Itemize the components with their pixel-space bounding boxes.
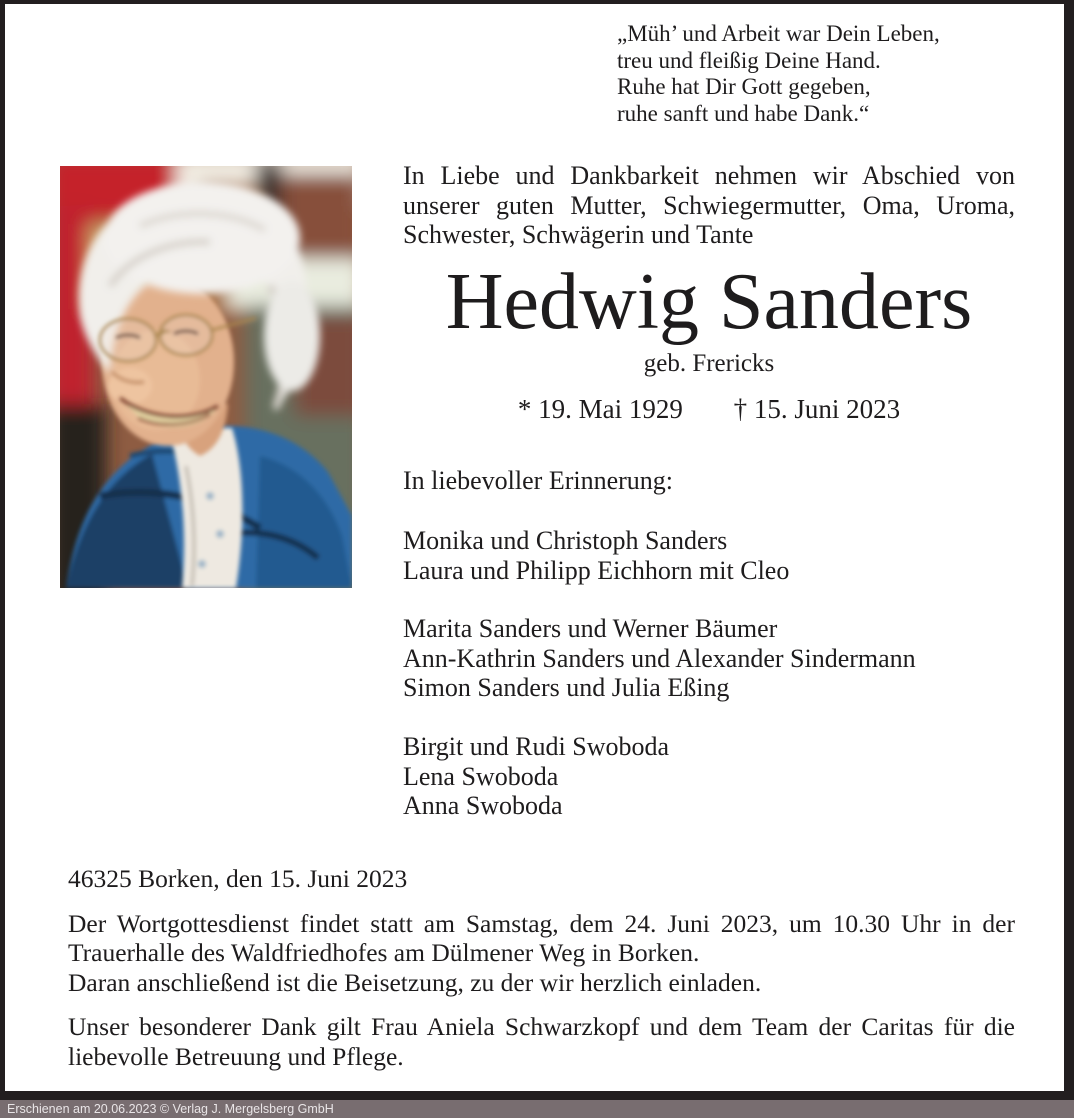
- place-date: 46325 Borken, den 15. Juni 2023: [68, 864, 408, 893]
- verse-line-2: treu und fleißig Deine Hand.: [617, 47, 881, 73]
- verse-line-1: „Müh’ und Arbeit war Dein Leben,: [617, 21, 940, 46]
- footer-bar: [0, 1100, 1074, 1118]
- mourner-group-3: [403, 732, 1015, 821]
- service-info: Der Wortgottesdienst findet statt am Samstag, dem 24. Juni 2023, um 10.30 Uhr in der Trauerhalle des Waldfriedhofes am Dülmener Weg in Borken.: [68, 908, 1015, 968]
- funeral-details: [68, 864, 1015, 1072]
- death-date: † 15. Juni 2023: [733, 394, 901, 424]
- mourner-line: Birgit und Rudi Swoboda: [403, 731, 670, 761]
- mourner-line: Simon Sanders und Julia Eßing: [403, 673, 730, 703]
- life-dates: [403, 394, 1015, 424]
- burial-info: Daran anschließend ist die Beisetzung, zu der wir herzlich einladen.: [68, 967, 762, 997]
- mourner-line: Monika und Christoph Sanders: [403, 526, 728, 555]
- mourner-line: Marita Sanders und Werner Bäumer: [403, 614, 778, 644]
- mourners-list: [403, 526, 1015, 850]
- portrait-photo-illustration: [60, 166, 352, 588]
- verse-line-3: Ruhe hat Dir Gott gegeben,: [617, 74, 871, 100]
- deceased-name: Hedwig Sanders: [445, 258, 973, 346]
- verse-line-4: ruhe sanft und habe Dank.“: [617, 100, 870, 126]
- mourner-line: Laura und Philipp Eichhorn mit Cleo: [403, 555, 790, 585]
- intro-text: In Liebe und Dankbarkeit nehmen wir Abschied von unserer guten Mutter, Schwiegermutter, Oma, Uroma, Schwester, Schwägerin und Tante: [403, 161, 1015, 250]
- portrait-photo: [60, 166, 352, 588]
- mourner-group-1: [403, 526, 1015, 585]
- publication-note: Erschienen am 20.06.2023 © Verlag J. Mergelsberg GmbH: [7, 1102, 334, 1116]
- memorial-verse: [617, 21, 1027, 127]
- thanks-text: Unser besonderer Dank gilt Frau Aniela Schwarzkopf und dem Team der Caritas für die liebevolle Betreuung und Pflege.: [68, 1012, 1015, 1071]
- maiden-name: geb. Frericks: [643, 350, 775, 377]
- mourner-line: Anna Swoboda: [403, 791, 563, 821]
- mourner-group-2: [403, 614, 1015, 703]
- mourner-line: Lena Swoboda: [403, 761, 559, 791]
- birth-date: * 19. Mai 1929: [517, 394, 683, 424]
- mourner-line: Ann-Kathrin Sanders und Alexander Sindermann: [403, 643, 916, 673]
- remembrance-heading: In liebevoller Erinnerung:: [403, 466, 674, 495]
